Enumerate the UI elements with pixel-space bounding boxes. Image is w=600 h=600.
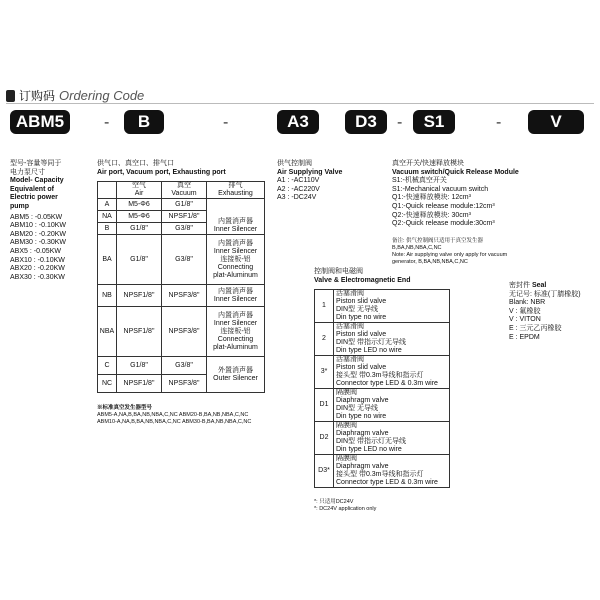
table-row (98, 285, 265, 307)
seal-item: Blank: NBR (509, 299, 546, 307)
exh-inner-cn: 内置消声器 (218, 287, 253, 295)
switch-title-en: Vacuum switch/Quick Release Module (392, 168, 519, 176)
dash-4: - (496, 114, 502, 131)
table-row (98, 199, 265, 211)
table-row (315, 422, 450, 455)
model-item: ABM5 : -0.05KW (10, 213, 63, 221)
row-vac: NPSF1/8" (162, 211, 207, 223)
switch-note (392, 238, 507, 266)
ports-note-title: ※标准真空发生器型号 (97, 405, 153, 411)
valve-desc-en: Piston slid valve (336, 364, 387, 371)
seal-item: 无记号: 标准(丁腈橡胶) (509, 290, 581, 298)
seal-section (509, 282, 581, 342)
valve-desc-cn: 活塞滑阀 (336, 290, 364, 297)
seal-item: E : 三元乙丙橡胶 (509, 324, 562, 332)
code-box-switch: S1 (413, 110, 455, 134)
exh-outer-en: Outer Silencer (213, 374, 258, 382)
valve-note-cn: *: 只适用DC24V (314, 499, 354, 505)
valve-desc-en: Piston slid valve (336, 331, 387, 338)
code-box-valve: D3 (345, 110, 387, 134)
exh-inner-en: Inner Silencer (213, 319, 258, 327)
row-code: A (98, 199, 117, 211)
table-row (98, 307, 265, 357)
seal-title (509, 282, 581, 291)
table-row (98, 357, 265, 375)
switch-section (392, 160, 519, 229)
section-marker-icon (6, 90, 15, 102)
row-code: C (98, 357, 117, 375)
switch-note-line-3: Note: Air supplying valve only apply for vacuum (392, 252, 508, 258)
ports-title-en: Air port, Vacuum port, Exhausting port (97, 168, 226, 176)
model-item: ABM10 : -0.10KW (10, 222, 67, 230)
valve-title-cn: 控制阀和电磁阀 (314, 268, 363, 275)
seal-title-en: Seal (531, 282, 547, 289)
exh-conn-en-2: plat-Aluminum (213, 343, 258, 351)
seal-item: E : EPDM (509, 333, 540, 341)
valve-desc-cn: 隔膜阀 (336, 455, 357, 462)
exh-conn-cn: 连接板-铝 (220, 255, 251, 263)
row-vac: G3/8" (162, 235, 207, 285)
row-air: NPSF1/8" (117, 375, 162, 393)
ports-title-cn: 供气口、真空口、排气口 (97, 160, 174, 167)
ports-title (97, 160, 226, 177)
model-section (10, 160, 66, 282)
valve-note-en: *: DC24V application only (314, 506, 377, 512)
ports-note-line-2: ABM10-A,NA,B,BA,NB,NBA,C,NC ABM30-B,BA,NB,NBA,C,NC (97, 419, 252, 425)
ports-note-line: ABM5-A,NA,B,BA,NB,NBA,C,NC ABM20-B,BA,NB,NBA,C,NC (97, 412, 249, 418)
valve-code: D3* (315, 455, 334, 488)
switch-note-line-4: generator, B,BA,NB,NBA,C,NC (392, 259, 468, 265)
switch-item: Q1:-Quick release module:12cm³ (392, 202, 495, 210)
valve-desc-en: Diaphragm valve (336, 430, 389, 437)
row-air: M5-Φ6 (117, 211, 162, 223)
valve-desc-en: Piston slid valve (336, 298, 387, 305)
exh-conn-en-2: plat-Aluminum (213, 271, 258, 279)
table-row (315, 389, 450, 422)
exh-inner-cn: 内置消声器 (218, 311, 253, 319)
valve-desc-cn: 活塞滑阀 (336, 356, 364, 363)
exh-outer-cn: 外置消声器 (218, 366, 253, 374)
model-item: ABM30 : -0.30KW (10, 239, 67, 247)
row-vac: NPSF3/8" (162, 285, 207, 307)
ports-header-row (98, 182, 265, 199)
valve-end-en: Connector type LED & 0.3m wire (336, 380, 438, 387)
supply-item: A2 : -AC220V (277, 185, 320, 193)
switch-note-line: 备注: 供气控制阀只适用于真空发生器 (392, 238, 484, 244)
row-vac: G1/8" (162, 199, 207, 211)
valve-end-en: Din type LED no wire (336, 347, 402, 354)
valve-code: 1 (315, 290, 334, 323)
row-vac: NPSF3/8" (162, 307, 207, 357)
header-cn: 订购码 (19, 89, 56, 103)
switch-item: Q2:-Quick release module:30cm³ (392, 220, 495, 228)
row-air: G1/8" (117, 235, 162, 285)
code-box-seal: V (528, 110, 584, 134)
header-vac-en: Vacuum (171, 190, 197, 197)
model-title-cn: 型号-容量等同于 (10, 160, 62, 167)
dash-1: - (104, 114, 110, 131)
exh-conn-en: Connecting (217, 335, 254, 343)
table-row (98, 235, 265, 285)
row-vac: G3/8" (162, 223, 207, 235)
row-code: NC (98, 375, 117, 393)
exh-inner-cn: 内置消声器 (218, 239, 253, 247)
model-title-en-2: Equivalent of (10, 185, 54, 193)
table-row (315, 356, 450, 389)
header-air-en: Air (134, 190, 144, 197)
seal-title-cn: 密封件 (509, 282, 530, 289)
supply-item: A1 : -AC110V (277, 177, 320, 185)
supply-section (277, 160, 342, 203)
valve-code: D1 (315, 389, 334, 422)
ordering-code-header (6, 87, 144, 104)
model-item: ABX10 : -0.10KW (10, 256, 65, 264)
code-box-supply: A3 (277, 110, 319, 134)
valve-code: D2 (315, 422, 334, 455)
row-code: NBA (98, 307, 117, 357)
valve-code: 3* (315, 356, 334, 389)
row-air: NPSF1/8" (117, 307, 162, 357)
switch-item: S1:-Mechanical vacuum switch (392, 185, 489, 193)
valve-end-en: Din type LED no wire (336, 446, 402, 453)
exh-conn-cn: 连接板-铝 (220, 327, 251, 335)
header-rule (6, 103, 594, 104)
valve-desc-cn: 隔膜阀 (336, 389, 357, 396)
table-row (315, 323, 450, 356)
valve-desc-en: Diaphragm valve (336, 463, 389, 470)
code-box-port: B (124, 110, 164, 134)
switch-title-cn: 真空开关/快速释放模块 (392, 160, 464, 167)
valve-title-en: Valve & Electromagnetic End (314, 276, 411, 284)
seal-item: V : VITON (509, 316, 541, 324)
model-title-en-3: Electric power (10, 194, 58, 202)
model-item: ABX5 : -0.05KW (10, 247, 61, 255)
valve-end-en: Din type no wire (336, 314, 387, 321)
valve-note (314, 499, 376, 513)
valve-end-en: Din type no wire (336, 413, 387, 420)
valve-table (314, 289, 450, 488)
row-code: B (98, 223, 117, 235)
model-title-cn-2: 电力泵尺寸 (10, 168, 45, 176)
valve-end-cn: DIN型 带指示灯无导线 (336, 339, 406, 346)
valve-end-cn: DIN型 带指示灯无导线 (336, 438, 406, 445)
row-code: BA (98, 235, 117, 285)
switch-item: Q2:-快速释放模块: 30cm³ (392, 211, 471, 219)
row-air: G1/8" (117, 357, 162, 375)
model-title-en-1: Model- Capacity (10, 177, 64, 185)
supply-title-cn: 供气控制阀 (277, 160, 312, 167)
exh-inner-en: Inner Silencer (213, 247, 258, 255)
valve-desc-cn: 活塞滑阀 (336, 323, 364, 330)
header-air-cn: 空气 (132, 182, 146, 189)
row-code: NB (98, 285, 117, 307)
valve-end-en: Connector type LED & 0.3m wire (336, 479, 438, 486)
table-row (315, 290, 450, 323)
ports-note (97, 405, 251, 426)
exh-inner-cn: 内置消声器 (218, 218, 253, 225)
model-item: ABX20 : -0.20KW (10, 265, 65, 273)
valve-end-cn: 接头型 带0.3m导线和指示灯 (336, 471, 424, 478)
row-air: M5-Φ6 (117, 199, 162, 211)
model-item: ABX30 : -0.30KW (10, 273, 65, 281)
valve-end-cn: DIN型 无导线 (336, 306, 378, 313)
header-exh-cn: 排气 (228, 182, 243, 189)
header-en: Ordering Code (59, 88, 145, 103)
model-item: ABM20 : -0.20KW (10, 230, 67, 238)
exh-inner-en: Inner Silencer (213, 226, 258, 233)
table-row (315, 455, 450, 488)
valve-end-cn: 接头型 带0.3m导线和指示灯 (336, 372, 424, 379)
row-code: NA (98, 211, 117, 223)
supply-title-en: Air Supplying Valve (277, 168, 343, 176)
model-title-en-4: pump (10, 202, 30, 210)
valve-desc-en: Diaphragm valve (336, 397, 389, 404)
dash-2: - (223, 114, 229, 131)
switch-item: S1:-机械真空开关 (392, 177, 447, 185)
valve-title (314, 268, 410, 285)
header-vac-cn: 真空 (177, 182, 191, 189)
valve-code: 2 (315, 323, 334, 356)
row-vac: G3/8" (162, 357, 207, 375)
exh-conn-en: Connecting (217, 263, 254, 271)
ports-table (97, 181, 265, 393)
switch-note-line-2: B,BA,NB,NBA,C,NC (392, 245, 442, 251)
exh-inner-en: Inner Silencer (213, 295, 258, 303)
row-air: NPSF1/8" (117, 285, 162, 307)
row-air: G1/8" (117, 223, 162, 235)
seal-item: V : 氟橡胶 (509, 307, 541, 315)
switch-item: Q1:-快速释放模块: 12cm³ (392, 194, 471, 202)
row-vac: NPSF3/8" (162, 375, 207, 393)
dash-3: - (397, 114, 403, 131)
supply-item: A3 : -DC24V (277, 194, 317, 202)
code-box-model: ABM5 (10, 110, 70, 134)
valve-end-cn: DIN型 无导线 (336, 405, 378, 412)
header-exh-en: Exhausting (218, 190, 253, 197)
valve-desc-cn: 隔膜阀 (336, 422, 357, 429)
